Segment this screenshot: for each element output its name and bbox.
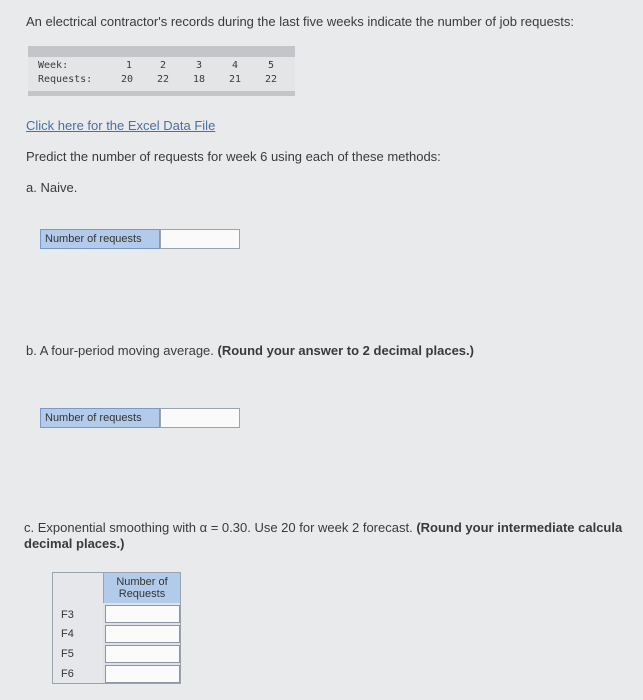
part-b-label [26,343,474,358]
forecast-label: F4 [61,628,74,640]
forecast-label: F3 [61,609,74,621]
part-c-label [24,520,643,552]
week-cell: 1 [126,60,133,71]
answer-label: Number of requests [40,408,160,428]
f4-input[interactable] [105,625,180,643]
excel-data-link[interactable]: Click here for the Excel Data File [26,118,216,133]
part-c-rounding-note: (Round your intermediate calcula [416,520,623,535]
problem-intro: An electrical contractor's records during the last five weeks indicate the number of job requests: [26,14,575,29]
requests-cell: 22 [157,74,170,85]
part-a-label: a. Naive. [26,180,78,195]
requests-cell: 20 [121,74,134,85]
week-cell: 5 [268,60,275,71]
smoothing-table [52,572,181,684]
forecast-label: F6 [61,668,74,680]
part-c-text: c. Exponential smoothing with α = 0.30. Use 20 for week 2 forecast. [24,520,413,535]
f6-input[interactable] [105,665,180,683]
instructions: Predict the number of requests for week 6 using each of these methods: [26,149,441,164]
f3-input[interactable] [105,605,180,623]
moving-average-input[interactable] [160,408,240,428]
requests-row [28,74,295,88]
job-requests-table [28,46,295,96]
part-b-rounding-note: (Round your answer to 2 decimal places.) [217,343,474,358]
requests-cell: 21 [229,74,242,85]
part-b-text: b. A four-period moving average. [26,343,214,358]
f5-input[interactable] [105,645,180,663]
week-header: Week: [38,60,69,71]
column-header: Number of Requests [103,573,180,603]
forecast-label: F5 [61,648,74,660]
answer-label: Number of requests [40,229,160,249]
part-b-answer [40,408,241,428]
week-row [28,60,295,74]
week-cell: 3 [196,60,203,71]
part-c-rounding-note-cont: decimal places.) [24,536,125,551]
requests-header: Requests: [38,74,93,85]
part-a-answer [40,229,241,249]
requests-cell: 22 [265,74,278,85]
week-cell: 4 [232,60,239,71]
naive-requests-input[interactable] [160,229,240,249]
week-cell: 2 [160,60,167,71]
requests-cell: 18 [193,74,206,85]
